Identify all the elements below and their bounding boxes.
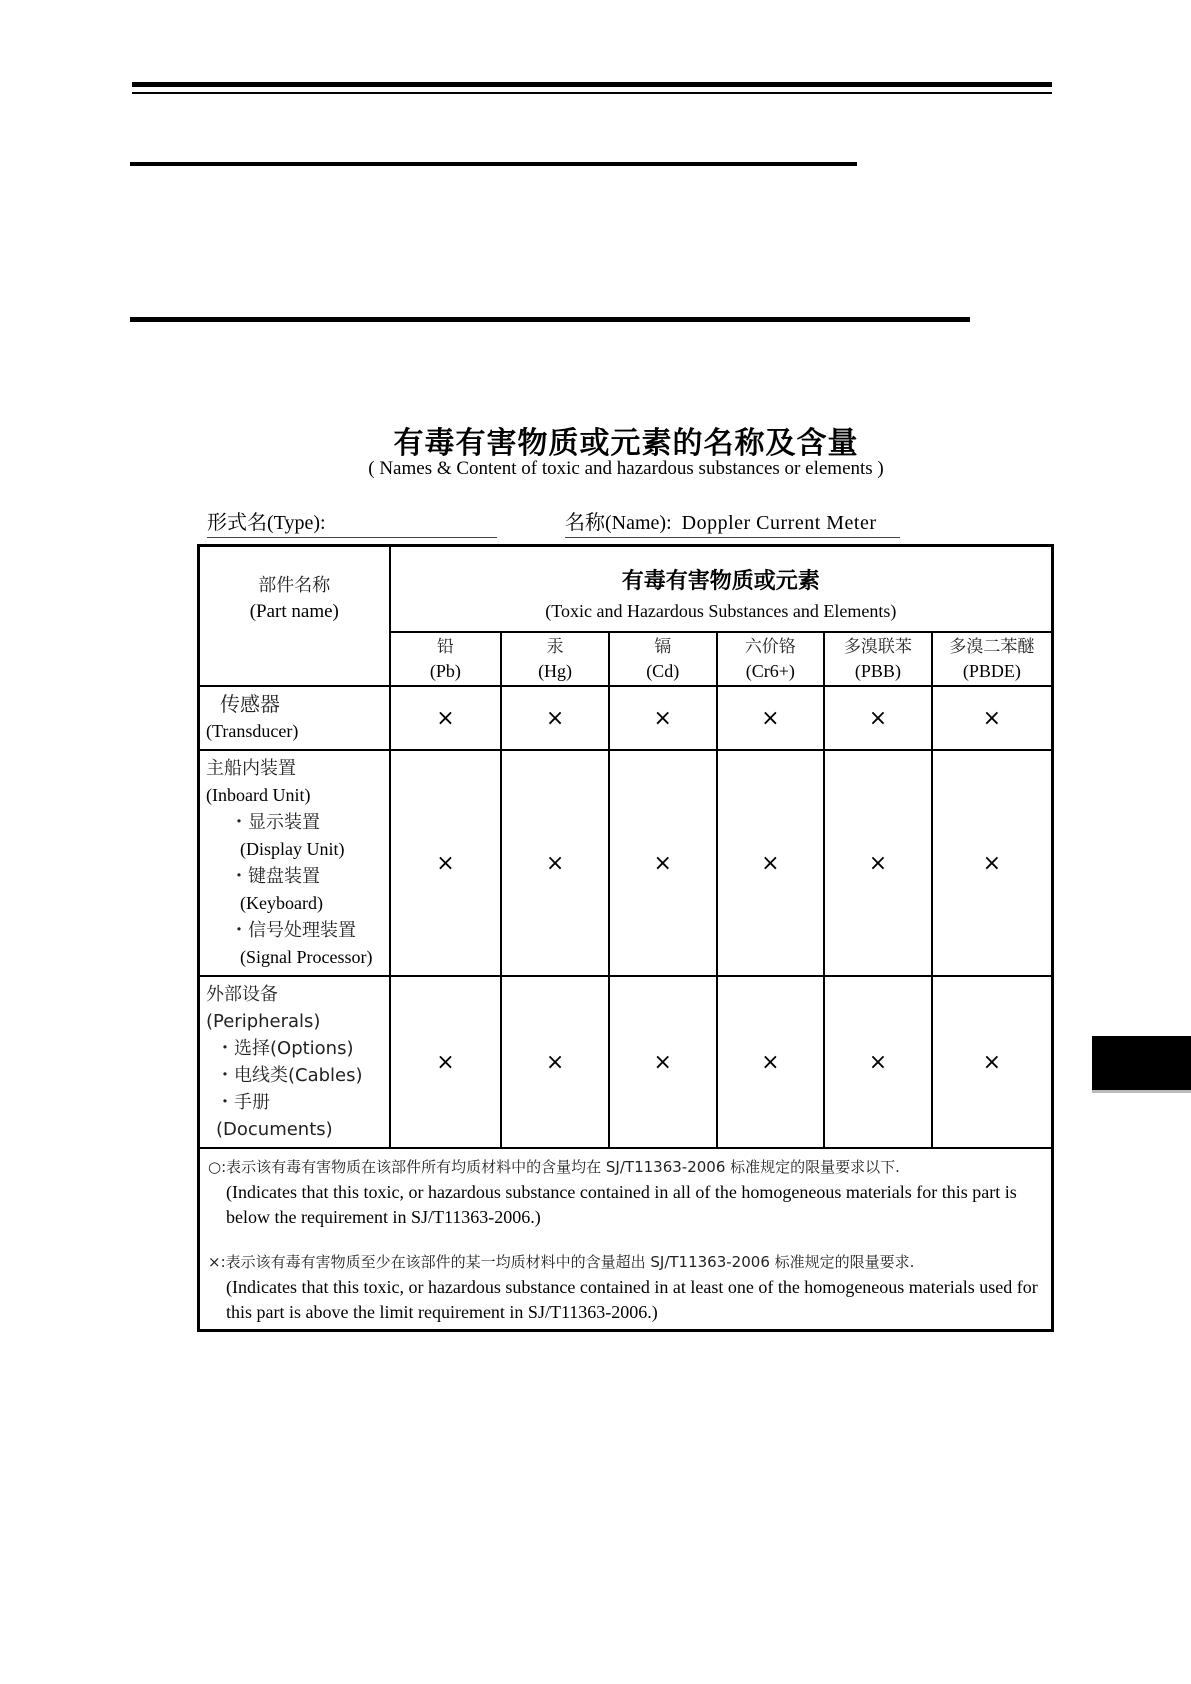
substance-header-cd xyxy=(609,632,717,686)
note-spacer xyxy=(208,1230,1043,1250)
chapter-tab-shadow xyxy=(1092,1090,1191,1093)
substance-en: (PBB) xyxy=(854,661,901,681)
part-line: ・电线类(Cables) xyxy=(216,1065,363,1086)
part-line: (Signal Processor) xyxy=(240,947,373,967)
mark-cell: × xyxy=(824,976,932,1148)
mark-cell: × xyxy=(932,750,1053,976)
substance-cn: 六价铬 xyxy=(744,637,796,657)
part-name-header-en: (Part name) xyxy=(249,601,339,622)
substances-group-header xyxy=(390,546,1053,633)
mark-cell: × xyxy=(932,976,1053,1148)
part-line: ・显示装置 xyxy=(230,812,320,833)
substance-en: (Hg) xyxy=(538,661,573,681)
mark-cell: × xyxy=(501,976,609,1148)
part-line: ・键盘装置 xyxy=(230,866,320,887)
substance-cn: 镉 xyxy=(654,637,672,657)
mark-cell: × xyxy=(717,750,825,976)
name-label: 名称(Name): xyxy=(565,512,672,534)
document-title-en: ( Names & Content of toxic and hazardous substances or elements ) xyxy=(368,458,884,479)
substance-en: (Cr6+) xyxy=(745,661,795,681)
chapter-tab-marker xyxy=(1092,1036,1191,1090)
mark-cell: × xyxy=(609,686,717,750)
table-row xyxy=(199,750,1053,976)
note-cross-cn: ×:表示该有毒有害物质至少在该部件的某一均质材料中的含量超出 SJ/T11363-2006 标准规定的限量要求. xyxy=(208,1253,915,1271)
part-line: 主船内装置 xyxy=(206,758,296,779)
substance-cn: 多溴联苯 xyxy=(843,637,912,657)
section-rule-1 xyxy=(130,162,857,166)
type-field xyxy=(207,506,497,538)
substance-cn: 铅 xyxy=(436,637,454,657)
substance-header-cr6 xyxy=(717,632,825,686)
part-cell-peripherals xyxy=(199,976,390,1148)
mark-cell: × xyxy=(717,686,825,750)
substance-en: (Cd) xyxy=(646,661,680,681)
substance-header-hg xyxy=(501,632,609,686)
substances-group-header-en: (Toxic and Hazardous Substances and Elements) xyxy=(545,601,897,621)
part-line: 外部设备(Peripherals) xyxy=(206,984,321,1032)
part-cell-transducer xyxy=(199,686,390,750)
header-double-rule-bottom xyxy=(132,92,1052,94)
part-name-header xyxy=(199,546,390,687)
note-cross-en: (Indicates that this toxic, or hazardous substance contained in at least one of the homogeneous materials used for this part is above the limit requirement in SJ/T11363-2006.) xyxy=(226,1277,1038,1322)
mark-cell: × xyxy=(609,976,717,1148)
part-line: (Display Unit) xyxy=(240,839,345,859)
mark-cell: × xyxy=(824,750,932,976)
header-double-rule-top xyxy=(132,82,1052,87)
mark-cell: × xyxy=(501,686,609,750)
mark-cell: × xyxy=(609,750,717,976)
substance-header-pbde xyxy=(932,632,1053,686)
part-line: (Keyboard) xyxy=(240,893,323,913)
part-line: (Inboard Unit) xyxy=(206,785,311,805)
type-label: 形式名(Type): xyxy=(207,512,326,534)
substance-header-pbb xyxy=(824,632,932,686)
substance-cn: 汞 xyxy=(546,637,564,657)
mark-cell: × xyxy=(390,750,502,976)
part-line: ・选择(Options) xyxy=(216,1038,354,1059)
note-circle-en: (Indicates that this toxic, or hazardous substance contained in all of the homogeneous materials for this part is below the requirement in SJ/T11363-2006.) xyxy=(226,1182,1017,1227)
legend-notes xyxy=(199,1148,1053,1331)
mark-cell: × xyxy=(501,750,609,976)
mark-cell: × xyxy=(390,976,502,1148)
table-row xyxy=(199,976,1053,1148)
document-title-cn: 有毒有害物质或元素的名称及含量 xyxy=(393,426,859,461)
part-cell-inboard-unit xyxy=(199,750,390,976)
part-line: ・信号处理装置 xyxy=(230,920,356,941)
section-rule-2 xyxy=(130,317,970,322)
substance-en: (PBDE) xyxy=(962,661,1021,681)
name-field xyxy=(565,506,900,538)
part-line: (Transducer) xyxy=(206,721,299,741)
name-value: Doppler Current Meter xyxy=(681,512,877,534)
mark-cell: × xyxy=(717,976,825,1148)
part-line: ・手册(Documents) xyxy=(216,1092,333,1140)
mark-cell: × xyxy=(932,686,1053,750)
hazardous-substances-table xyxy=(197,544,1054,1332)
mark-cell: × xyxy=(390,686,502,750)
part-name-header-cn: 部件名称 xyxy=(258,575,331,596)
substance-header-pb xyxy=(390,632,502,686)
substance-cn: 多溴二苯醚 xyxy=(949,637,1035,657)
mark-cell: × xyxy=(824,686,932,750)
table-row xyxy=(199,686,1053,750)
substance-en: (Pb) xyxy=(429,661,461,681)
note-circle-cn: ○:表示该有毒有害物质在该部件所有均质材料中的含量均在 SJ/T11363-2006 标准规定的限量要求以下. xyxy=(208,1158,900,1176)
substances-group-header-cn: 有毒有害物质或元素 xyxy=(621,569,820,594)
part-line: 传感器 xyxy=(220,692,280,716)
